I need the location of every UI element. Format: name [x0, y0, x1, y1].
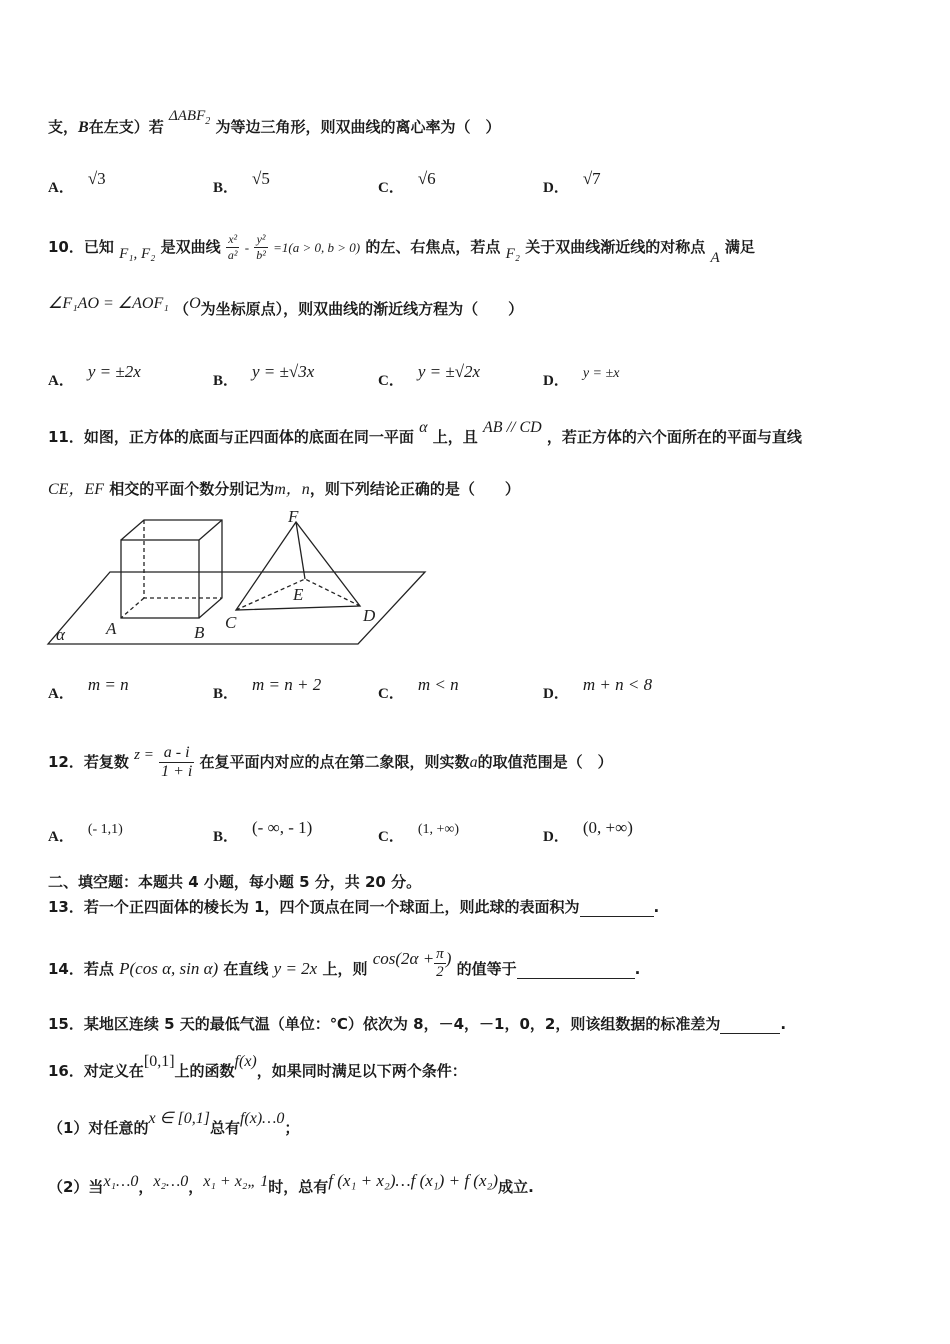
cond1-lead: （1）对任意的	[48, 1119, 149, 1137]
option-label: D．	[543, 686, 569, 702]
option-value: √7	[582, 169, 601, 188]
option-label: A．	[48, 686, 74, 702]
cond2-x1: x₁…0	[103, 1173, 139, 1190]
option-value: √5	[252, 169, 270, 188]
frac-denominator: a²	[227, 248, 238, 262]
q10-number: 10．已知	[48, 238, 114, 256]
q10-option-a[interactable]	[48, 362, 141, 390]
q11-text: 相交的平面个数分别记为	[109, 480, 275, 498]
option-value: (1, +∞)	[417, 822, 460, 837]
option-label: C．	[378, 829, 404, 845]
q16-text: ，如果同时满足以下两个条件：	[256, 1062, 467, 1080]
cube-back-edges	[121, 520, 222, 618]
q10-text: 满足	[724, 238, 755, 256]
q9-triangle-sub: 2	[205, 116, 211, 127]
q11-text: 上，且	[432, 428, 478, 446]
cond1-domain: x ∈ [0,1]	[148, 1110, 210, 1127]
q11-question-end: ，则下列结论正确的是（ ）	[309, 480, 520, 498]
q12-fraction	[159, 744, 194, 781]
q13-text: 13．若一个正四面体的棱长为 1，四个顶点在同一个球面上，则此球的表面积为	[48, 898, 580, 916]
option-label: B．	[213, 180, 239, 196]
q11-stem-2	[48, 476, 520, 499]
q16-condition-1	[48, 1110, 300, 1138]
cond2-inequality: f (x₁ + x₂)…f (x₁) + f (x₂)	[328, 1171, 499, 1190]
q16-condition-2	[48, 1171, 534, 1197]
q9-text: 在左支）若	[88, 118, 164, 136]
q10-angle: ∠F₁AO = ∠AOF₁	[48, 295, 169, 312]
q10-minus: -	[244, 240, 250, 255]
option-value: m = n	[87, 675, 129, 694]
q14-pi-half	[434, 946, 446, 981]
label-f: F	[288, 508, 299, 526]
q16-number: 16．对定义在	[48, 1062, 144, 1080]
q14-number: 14．若点	[48, 960, 114, 978]
option-value: (0, +∞)	[582, 818, 633, 837]
q15-text: 15．某地区连续 5 天的最低气温（单位：℃）依次为 8，－4，－1，0，2，则该组数据的标准差为	[48, 1015, 721, 1033]
q11-option-c[interactable]	[378, 675, 459, 703]
q11-option-b[interactable]	[213, 675, 322, 703]
q11-stem	[48, 419, 802, 447]
option-label: B．	[213, 829, 239, 845]
q10-option-b[interactable]	[213, 362, 315, 390]
q11-parallel: AB // CD	[483, 419, 542, 436]
option-label: C．	[378, 373, 404, 389]
section-2-heading: 二、填空题：本题共 4 小题，每小题 5 分，共 20 分。	[48, 873, 422, 891]
q12-question-end: 的取值范围是（ ）	[477, 753, 613, 771]
q12-number: 12．若复数	[48, 753, 129, 771]
q12-stem	[48, 744, 613, 781]
frac-numerator: π	[436, 946, 444, 962]
option-label: C．	[378, 180, 404, 196]
label-a: A	[106, 619, 117, 638]
q11-text: ，若正方体的六个面所在的平面与直线	[546, 428, 802, 446]
frac-numerator: y²	[254, 232, 268, 248]
q10-stem-2	[48, 295, 524, 319]
q11-option-d[interactable]	[543, 675, 653, 703]
q9-option-b[interactable]	[213, 169, 270, 197]
q14-expression-close: )	[445, 949, 452, 968]
q10-option-c[interactable]	[378, 362, 481, 390]
q15-stem	[48, 1013, 786, 1034]
frac-denominator: b²	[256, 248, 266, 262]
frac-denominator: 1 + i	[161, 763, 193, 780]
cond2-sep: ，	[138, 1178, 154, 1196]
q12-option-d[interactable]	[543, 818, 633, 846]
q10-paren: （	[174, 300, 190, 318]
q13-answer-blank[interactable]	[580, 898, 654, 917]
q9-text: 支，	[48, 118, 79, 136]
q10-origin: O	[189, 295, 201, 312]
label-c: C	[225, 613, 237, 632]
option-label: B．	[213, 373, 239, 389]
cube-top-edge	[199, 520, 222, 540]
q10-foci: F₁, F₂	[119, 246, 156, 262]
q16-fx: f(x)	[234, 1053, 257, 1070]
frac-numerator: a - i	[159, 744, 194, 763]
q14-text: 在直线	[223, 960, 269, 978]
cond2-end: 成立.	[498, 1178, 534, 1196]
option-label: A．	[48, 829, 74, 845]
cond1-inequality: f(x)…0	[239, 1110, 285, 1127]
option-value: y = ±2x	[87, 362, 141, 381]
q12-text: 在复平面内对应的点在第二象限，则实数	[199, 753, 470, 771]
q10-option-d[interactable]	[543, 366, 620, 390]
q11-lines: CE，EF	[48, 481, 104, 498]
q10-frac-y	[254, 232, 268, 263]
q10-frac-x	[226, 232, 240, 263]
q10-text: 的左、右焦点，若点	[365, 238, 501, 256]
label-e: E	[293, 585, 304, 604]
option-value: (- ∞, - 1)	[252, 818, 313, 837]
q9-question-end: 为等边三角形，则双曲线的离心率为（ ）	[215, 118, 501, 136]
cond2-text: 时，总有	[268, 1178, 329, 1196]
q9-b-label: B	[78, 119, 89, 136]
q12-option-a[interactable]	[48, 822, 123, 846]
q12-option-c[interactable]	[378, 822, 460, 846]
q13-end: .	[653, 898, 660, 916]
q10-stem	[48, 232, 755, 266]
option-value: √6	[417, 169, 436, 188]
q16-interval: [0,1]	[143, 1053, 175, 1070]
frac-denominator: 2	[436, 964, 444, 980]
label-b: B	[194, 623, 205, 642]
cond2-lead: （2）当	[48, 1178, 104, 1196]
q9-option-d[interactable]	[543, 169, 601, 197]
option-value: m + n < 8	[582, 675, 653, 694]
q14-line: y = 2x	[273, 959, 318, 978]
option-value: y = ±x	[582, 366, 620, 381]
option-value: (- 1,1)	[87, 822, 123, 837]
option-value: y = ±√3x	[252, 362, 315, 381]
q9-option-a[interactable]	[48, 169, 106, 197]
option-label: A．	[48, 373, 74, 389]
q11-alpha: α	[419, 419, 428, 436]
cube-front-face	[121, 540, 199, 618]
q9-stem	[48, 108, 501, 137]
cond2-sum: x₁ + x₂„ 1	[203, 1173, 269, 1190]
q10-f2: F₂	[505, 246, 520, 262]
q13-stem	[48, 896, 659, 917]
q10-text: 是双曲线	[160, 238, 221, 256]
q14-stem	[48, 946, 641, 987]
q14-text: 上，则	[322, 960, 368, 978]
q14-answer-blank[interactable]	[517, 960, 635, 979]
option-label: C．	[378, 686, 404, 702]
option-label: B．	[213, 686, 239, 702]
q15-answer-blank[interactable]	[720, 1015, 780, 1034]
q11-number: 11．如图，正方体的底面与正四面体的底面在同一平面	[48, 428, 414, 446]
q9-triangle-math	[168, 108, 211, 127]
q12-z: z =	[134, 747, 154, 763]
q11-option-a[interactable]	[48, 675, 129, 703]
label-alpha: α	[56, 625, 65, 644]
q14-text: 的值等于	[456, 960, 517, 978]
tetra-edge-fe	[296, 522, 305, 579]
option-label: D．	[543, 373, 569, 389]
q11-mn: m，n	[274, 481, 310, 498]
q12-option-b[interactable]	[213, 818, 313, 846]
option-label: D．	[543, 180, 569, 196]
option-value: m < n	[417, 675, 459, 694]
q11-figure	[40, 508, 440, 653]
cond1-end: ；	[284, 1119, 300, 1137]
option-label: D．	[543, 829, 569, 845]
q9-option-c[interactable]	[378, 169, 436, 197]
q14-end: .	[634, 960, 641, 978]
q10-condition: =1(a > 0, b > 0)	[273, 240, 361, 255]
cube-hidden-edge	[121, 598, 144, 618]
q10-text: 关于双曲线渐近线的对称点	[525, 238, 706, 256]
label-d: D	[363, 606, 376, 625]
cube-hidden-edges	[144, 520, 222, 598]
option-label: A．	[48, 180, 74, 196]
q12-a: a	[469, 754, 478, 771]
option-value: y = ±√2x	[417, 362, 481, 381]
q15-end: .	[780, 1015, 787, 1033]
q14-point: P(cos α, sin α)	[119, 959, 219, 978]
q10-question-end: 为坐标原点），则双曲线的渐近线方程为（ ）	[200, 300, 524, 318]
cond1-text: 总有	[209, 1119, 240, 1137]
q10-point-a: A	[710, 250, 720, 266]
q14-expression: cos(2α +	[372, 949, 435, 968]
cond2-x2: x₂…0	[153, 1173, 189, 1190]
q16-stem	[48, 1053, 467, 1081]
option-value: m = n + 2	[252, 675, 322, 694]
frac-numerator: x²	[226, 232, 240, 248]
option-value: √3	[87, 169, 106, 188]
q16-text: 上的函数	[174, 1062, 235, 1080]
cond2-sep: ，	[188, 1178, 204, 1196]
q9-triangle-symbol: ΔABF	[168, 108, 206, 124]
